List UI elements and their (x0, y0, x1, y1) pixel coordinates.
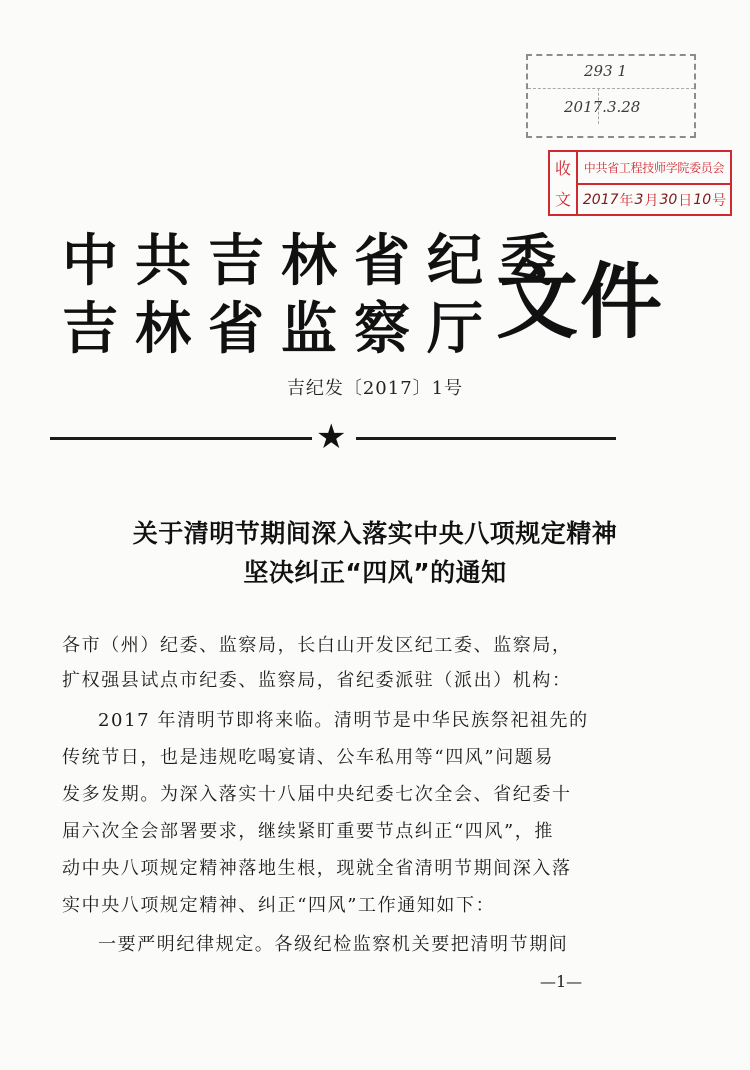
issuer-line-2: 吉林省监察厅 (62, 297, 500, 362)
stamp-day: 30 (659, 191, 678, 208)
stamp-date-row (578, 185, 730, 214)
notice-title-line-2: 坚决纠正“四风”的通知 (243, 558, 507, 587)
body-line: 2017 年清明节即将来临。清明节是中华民族祭祀祖先的 (98, 710, 589, 731)
document-suffix: 文件 (496, 255, 665, 350)
stamp-year-label: 年 (619, 192, 634, 209)
stamp-day-label: 日 (678, 192, 693, 209)
body-line: 各市（州）纪委、监察局，长白山开发区纪工委、监察局， (62, 635, 572, 656)
stamp-label-document: 文 (554, 190, 571, 209)
receiving-stamp (548, 150, 732, 216)
handwritten-receipt-box (526, 54, 696, 138)
body-line: 发多发期。为深入落实十八届中央纪委七次全会、省纪委十 (62, 784, 572, 805)
body-line: 实中央八项规定精神、纠正“四风”工作通知如下： (62, 895, 496, 916)
stamp-year: 2017 (582, 191, 619, 208)
document-number: 吉纪发〔2017〕1号 (286, 378, 464, 399)
star-icon: ★ (316, 417, 347, 457)
body-line: 一要严明纪律规定。各级纪检监察机关要把清明节期间 (98, 934, 569, 955)
receipt-date: 2017.3.28 (564, 98, 641, 116)
stamp-label-column (550, 152, 578, 214)
body-line: 扩权强县试点市纪委、监察局，省纪委派驻（派出）机构： (62, 670, 572, 691)
notice-title-line-1: 关于清明节期间深入落实中央八项规定精神 (132, 519, 618, 548)
receipt-number: 293 1 (584, 62, 627, 80)
stamp-content (578, 152, 730, 214)
stamp-organization: 中共省工程技师学院委员会 (578, 152, 730, 185)
stamp-label-receive: 收 (554, 159, 571, 178)
body-line: 届六次全会部署要求，继续紧盯重要节点纠正“四风”，推 (62, 821, 555, 842)
issuer-line-1: 中共吉林省纪委 (62, 229, 573, 294)
stamp-month-label: 月 (644, 192, 659, 209)
red-rule-left (50, 437, 312, 440)
stamp-serial: 10 (693, 191, 712, 208)
body-line: 传统节日，也是违规吃喝宴请、公车私用等“四风”问题易 (62, 747, 555, 768)
red-rule-right (356, 437, 616, 440)
stamp-serial-label: 号 (712, 192, 727, 209)
page-number: —1— (540, 972, 583, 991)
stamp-month: 3 (634, 191, 644, 208)
receipt-divider (528, 88, 694, 89)
body-line: 动中央八项规定精神落地生根，现就全省清明节期间深入落 (62, 858, 572, 879)
